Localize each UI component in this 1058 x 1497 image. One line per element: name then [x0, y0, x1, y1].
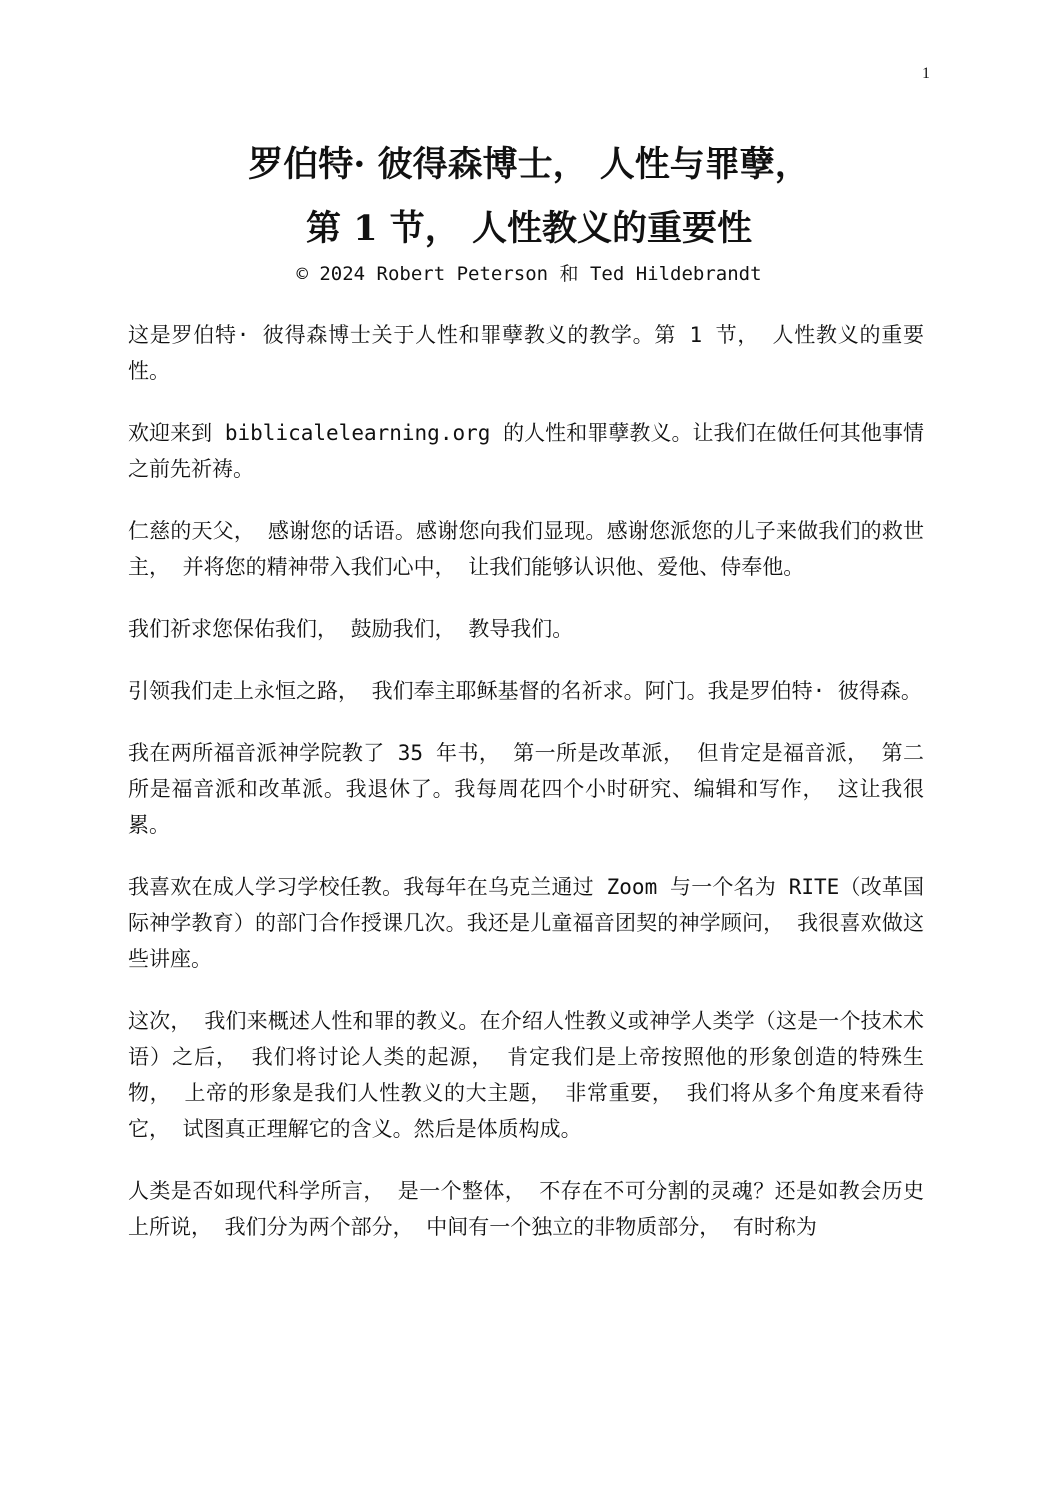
- document-body: [128, 317, 924, 1271]
- paragraph: 仁慈的天父， 感谢您的话语。感谢您向我们显现。感谢您派您的儿子来做我们的救世主， 并将您的精神带入我们心中， 让我们能够认识他、爱他、侍奉他。: [128, 519, 924, 579]
- paragraph: 这是罗伯特· 彼得森博士关于人性和罪孽教义的教学。第 1 节， 人性教义的重要性。: [128, 323, 924, 383]
- page-number: 1: [922, 65, 930, 82]
- paragraph: 欢迎来到 biblicalelearning.org 的人性和罪孽教义。让我们在做任何其他事情之前先祈祷。: [128, 421, 924, 481]
- document-title-line-1: 罗伯特· 彼得森博士， 人性与罪孽，: [248, 144, 810, 185]
- paragraph: 我喜欢在成人学习学校任教。我每年在乌克兰通过 Zoom 与一个名为 RITE（改革国际神学教育）的部门合作授课几次。我还是儿童福音团契的神学顾问， 我很喜欢做这些讲座。: [128, 875, 924, 971]
- document-title-line-2: 第 1 节， 人性教义的重要性: [306, 208, 752, 249]
- copyright-notice: © 2024 Robert Peterson 和 Ted Hildebrandt: [296, 263, 762, 285]
- paragraph: 我在两所福音派神学院教了 35 年书， 第一所是改革派， 但肯定是福音派， 第二所是福音派和改革派。我退休了。我每周花四个小时研究、编辑和写作， 这让我很累。: [128, 741, 924, 837]
- paragraph: 人类是否如现代科学所言， 是一个整体， 不存在不可分割的灵魂？还是如教会历史上所说， 我们分为两个部分， 中间有一个独立的非物质部分， 有时称为: [128, 1179, 924, 1239]
- paragraph: 我们祈求您保佑我们， 鼓励我们， 教导我们。: [128, 617, 574, 641]
- paragraph: 这次， 我们来概述人性和罪的教义。在介绍人性教义或神学人类学（这是一个技术术语）之后， 我们将讨论人类的起源， 肯定我们是上帝按照他的形象创造的特殊生物， 上帝的形象是我们人性教义的大主题， 非常重要， 我们将从多个角度来看待它， 试图真正理解它的含义。然后是体质构成。: [128, 1009, 924, 1141]
- paragraph: 引领我们走上永恒之路， 我们奉主耶稣基督的名祈求。阿门。我是罗伯特· 彼得森。: [128, 679, 922, 703]
